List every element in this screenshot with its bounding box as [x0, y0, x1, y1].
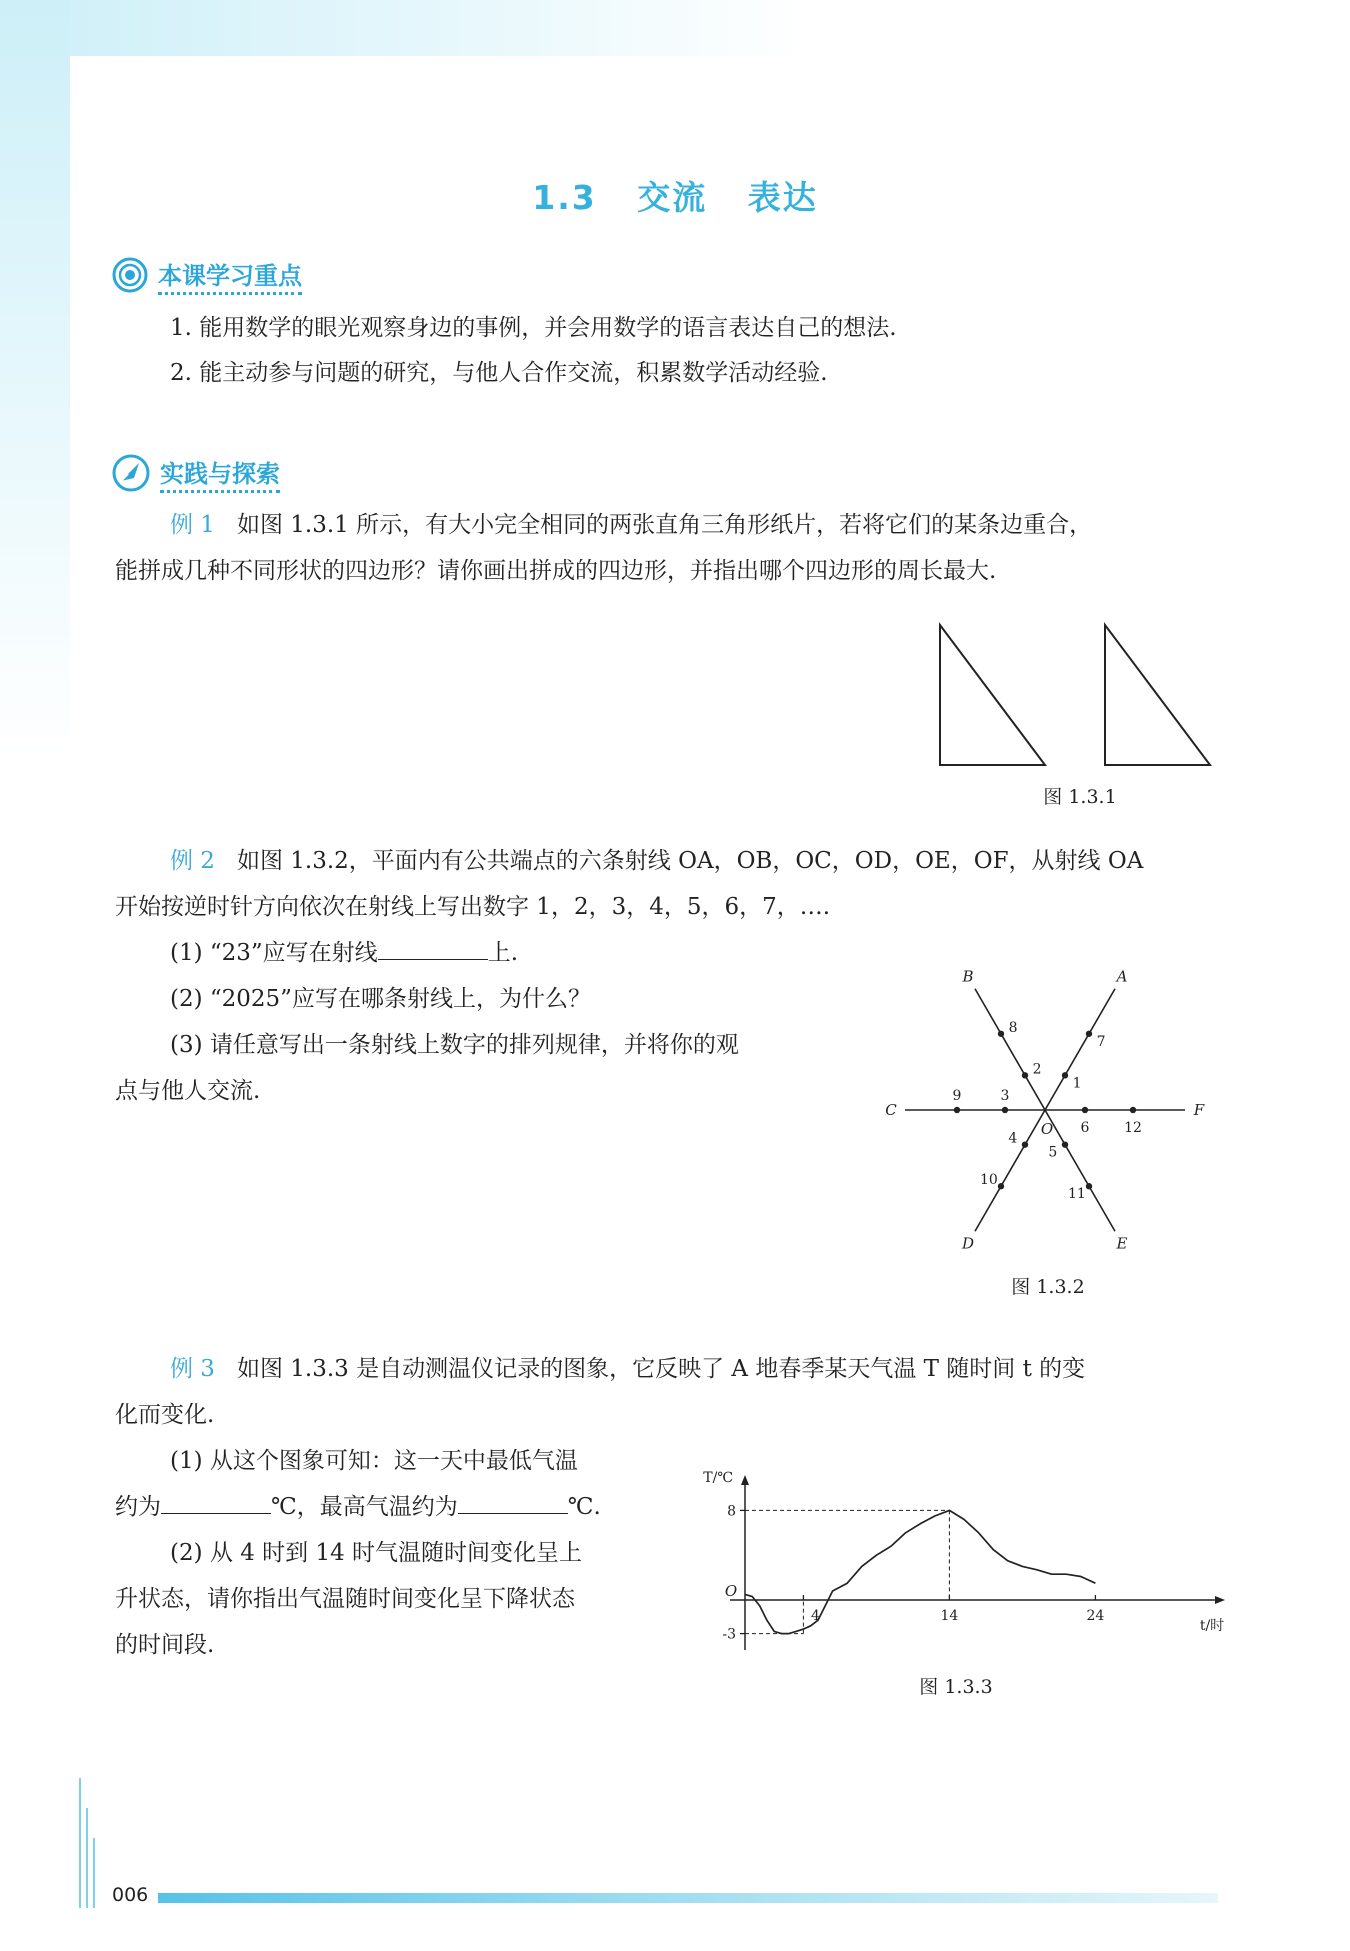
example-3-line2: 化而变化.: [115, 1402, 215, 1428]
section-practice-title: 实践与探索: [160, 454, 280, 493]
side-decor-band: [0, 0, 70, 760]
example-1-line1: [170, 502, 1092, 548]
example-3-q1: (1) 从这个图象可知：这一天中最低气温: [170, 1448, 578, 1474]
example-2-line1: [170, 838, 1143, 884]
ray-number-7: 7: [1096, 1033, 1106, 1050]
footer-decor-lines: [78, 1778, 100, 1908]
example-2-q3: (3) 请任意写出一条射线上数字的排列规律，并将你的观: [170, 1032, 739, 1058]
page-number: 006: [112, 1884, 149, 1906]
example-3-q2: (2) 从 4 时到 14 时气温随时间变化呈上: [170, 1540, 583, 1566]
example-3-q1-d: ℃.: [567, 1494, 601, 1520]
figure-1-3-2: [870, 955, 1220, 1265]
focus-item-1: 1. 能用数学的眼光观察身边的事例，并会用数学的语言表达自己的想法.: [170, 315, 897, 341]
ray-label-b: B: [962, 967, 974, 986]
ray-number-4: 4: [1008, 1130, 1018, 1147]
ray-point-12: [1130, 1107, 1136, 1113]
example-3-line1: [170, 1346, 1085, 1392]
example-2-line2: 开始按逆时针方向依次在射线上写出数字 1，2，3，4，5，6，7，….: [115, 894, 831, 920]
figure-1-3-3-chart: [690, 1460, 1230, 1660]
section-practice-heading: [112, 453, 280, 493]
example-2-q1-end: 上.: [487, 940, 518, 966]
example-2-label: 例 2: [170, 848, 215, 874]
ray-label-f: F: [1193, 1101, 1205, 1119]
ray-point-11: [1086, 1183, 1092, 1189]
ray-number-10: 10: [979, 1172, 998, 1189]
triangle-left: [940, 625, 1045, 765]
ray-number-1: 1: [1072, 1075, 1082, 1092]
ray-number-2: 2: [1032, 1061, 1042, 1078]
example-2-q1-text: (1) “23”应写在射线: [170, 940, 378, 966]
focus-item-2: 2. 能主动参与问题的研究，与他人合作交流，积累数学活动经验.: [170, 360, 828, 386]
figure-1-3-1: [925, 615, 1225, 775]
chart-origin-label: O: [724, 1582, 738, 1600]
target-icon: [112, 257, 148, 293]
ray-number-12: 12: [1124, 1120, 1142, 1136]
ray-label-a: A: [1116, 967, 1128, 986]
ray-point-1: [1062, 1072, 1068, 1078]
ray-number-6: 6: [1080, 1120, 1090, 1136]
x-axis-label: t/时: [1199, 1618, 1225, 1634]
ray-number-11: 11: [1067, 1186, 1086, 1203]
example-2-text: 如图 1.3.2，平面内有公共端点的六条射线 OA，OB，OC，OD，OE，OF，从射线 OA: [236, 848, 1144, 874]
example-3-q2-cont: 升状态，请你指出气温随时间变化呈下降状态: [115, 1586, 575, 1612]
ray-number-9: 9: [952, 1088, 962, 1104]
ray-point-9: [954, 1107, 960, 1113]
rocket-icon: [112, 454, 150, 492]
section-focus-heading: [112, 255, 302, 295]
ray-point-10: [998, 1183, 1004, 1189]
example-1-label: 例 1: [170, 512, 215, 538]
page-title: 1.3 交流 表达: [532, 178, 818, 217]
ray-point-6: [1082, 1107, 1088, 1113]
ray-label-e: E: [1116, 1234, 1128, 1253]
figure-1-3-3-caption: 图 1.3.3: [919, 1676, 993, 1698]
x-tick-label-0: 4: [810, 1608, 820, 1624]
ray-point-5: [1062, 1141, 1068, 1147]
example-3-q2-end: 的时间段.: [115, 1632, 215, 1658]
example-2-q2: (2) “2025”应写在哪条射线上，为什么？: [170, 986, 591, 1012]
example-2-q1: [170, 930, 518, 976]
ray-label-d: D: [961, 1234, 975, 1253]
example-3-q1-cont: [115, 1484, 601, 1530]
x-tick-label-2: 24: [1086, 1608, 1105, 1624]
figure-1-3-2-caption: 图 1.3.2: [1011, 1276, 1085, 1298]
answer-blank-max: [458, 1491, 568, 1514]
x-axis-arrow: [1215, 1596, 1225, 1604]
example-3-label: 例 3: [170, 1356, 215, 1382]
ray-point-3: [1002, 1107, 1008, 1113]
ray-point-2: [1022, 1072, 1028, 1078]
example-3-q1-b: 约为: [115, 1494, 161, 1520]
example-1-text: 如图 1.3.1 所示，有大小完全相同的两张直角三角形纸片，若将它们的某条边重合，: [236, 512, 1093, 538]
ray-point-4: [1022, 1141, 1028, 1147]
footer-bar: [158, 1893, 1218, 1903]
triangle-right: [1105, 625, 1210, 765]
y-tick-label-1: -3: [722, 1626, 736, 1643]
example-3-q1-c: ℃，最高气温约为: [271, 1494, 458, 1520]
section-focus-title: 本课学习重点: [158, 256, 302, 295]
figure-1-3-1-caption: 图 1.3.1: [1043, 786, 1117, 808]
y-axis-label: T/℃: [703, 1470, 733, 1486]
y-axis-arrow: [741, 1475, 749, 1485]
ray-number-3: 3: [1000, 1088, 1010, 1104]
y-tick-label-0: 8: [727, 1503, 736, 1520]
example-2-q3-cont: 点与他人交流.: [115, 1078, 261, 1104]
example-3-text: 如图 1.3.3 是自动测温仪记录的图象，它反映了 A 地春季某天气温 T 随时间 t 的变: [236, 1356, 1086, 1382]
top-decor-band: [0, 0, 1350, 56]
temperature-series-line: [745, 1510, 1095, 1633]
x-tick-label-1: 14: [940, 1608, 959, 1624]
answer-blank: [378, 937, 488, 960]
ray-number-8: 8: [1008, 1019, 1018, 1036]
ray-point-8: [998, 1031, 1004, 1037]
example-1-line2: 能拼成几种不同形状的四边形？请你画出拼成的四边形，并指出哪个四边形的周长最大.: [115, 558, 997, 584]
ray-label-c: C: [885, 1101, 897, 1119]
origin-label: O: [1040, 1120, 1054, 1138]
ray-number-5: 5: [1048, 1144, 1058, 1161]
answer-blank-min: [161, 1491, 271, 1514]
ray-point-7: [1086, 1031, 1092, 1037]
